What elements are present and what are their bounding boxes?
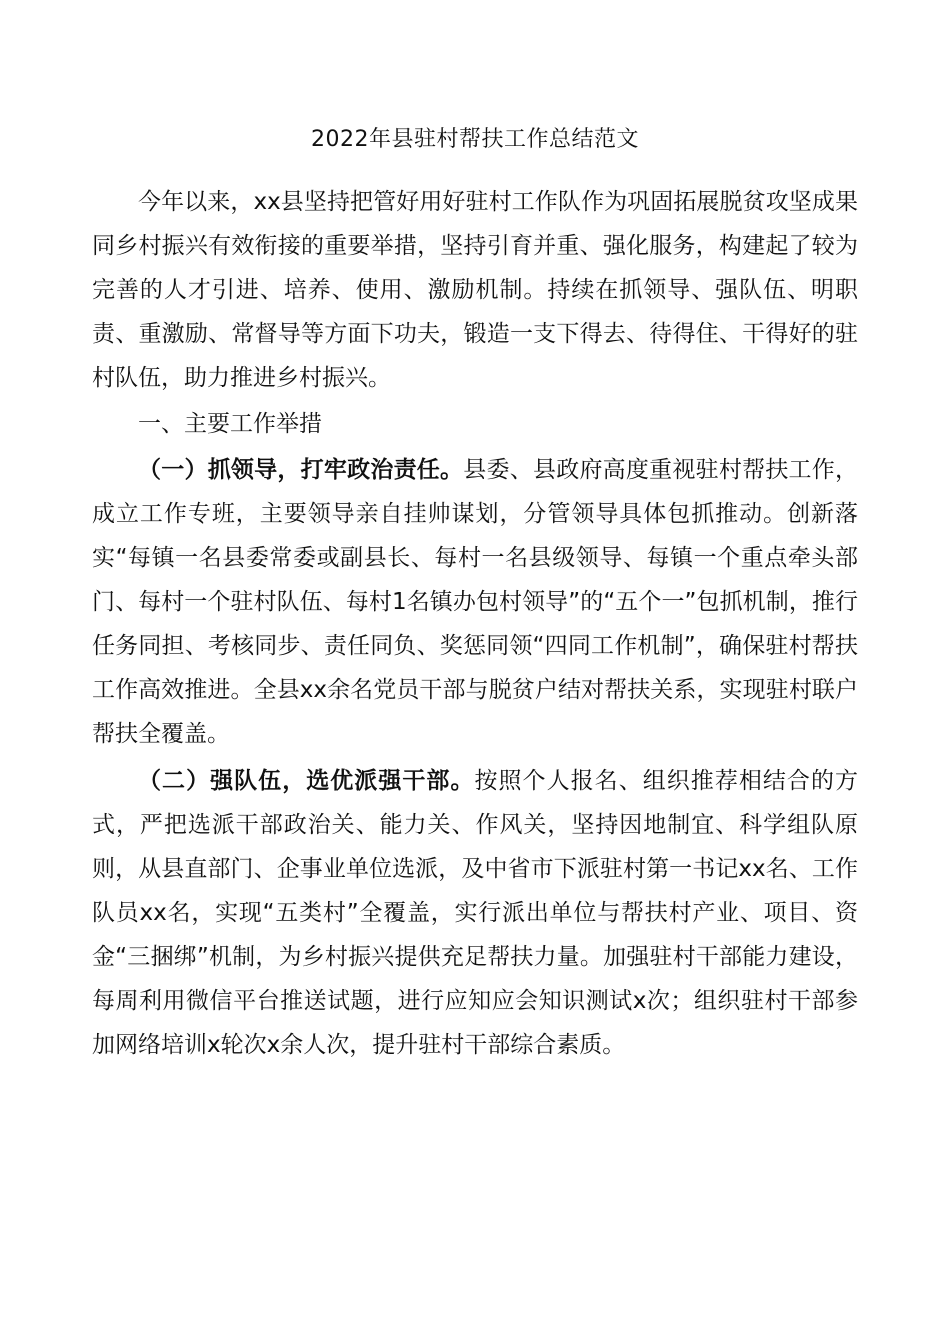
measure-paragraph-1 [92, 448, 858, 756]
intro-paragraph: 今年以来，xx县坚持把管好用好驻村工作队作为巩固拓展脱贫攻坚成果同乡村振兴有效衔接的重要举措，坚持引育并重、强化服务，构建起了较为完善的人才引进、培养、使用、激励机制。持续在抓领导、强队伍、明职责、重激励、常督导等方面下功夫，锻造一支下得去、待得住、干得好的驻村队伍，助力推进乡村振兴。 [92, 189, 858, 391]
measure-1-text: 县委、县政府高度重视驻村帮扶工作，成立工作专班，主要领导亲自挂帅谋划，分管领导具体包抓推动。创新落实“每镇一名县委常委或副县长、每村一名县级领导、每镇一个重点牵头部门、每村一个驻村队伍、每村1名镇办包村领导”的“五个一”包抓机制，推行任务同担、考核同步、责任同负、奖惩同领“四同工作机制”，确保驻村帮扶工作高效推进。全县xx余名党员干部与脱贫户结对帮扶关系，实现驻村联户帮扶全覆盖。 [92, 457, 859, 748]
document-title: 2022年县驻村帮扶工作总结范文 [311, 127, 639, 152]
measure-2-lead: （二）强队伍，选优派强干部。 [138, 767, 475, 794]
measure-paragraph-2 [92, 759, 858, 1067]
measure-1-lead: （一）抓领导，打牢政治责任。 [138, 457, 464, 484]
document-body [92, 180, 858, 1067]
section-heading: 一、主要工作举措 [138, 411, 322, 438]
measure-2-text: 按照个人报名、组织推荐相结合的方式，严把选派干部政治关、能力关、作风关，坚持因地制宜、科学组队原则，从县直部门、企事业单位选派，及中省市下派驻村第一书记xx名、工作队员xx名，实现“五类村”全覆盖，实行派出单位与帮扶村产业、项目、资金“三捆绑”机制，为乡村振兴提供充足帮扶力量。加强驻村干部能力建设，每周利用微信平台推送试题，进行应知应会知识测试x次；组织驻村干部参加网络培训x轮次x余人次，提升驻村干部综合素质。 [92, 767, 859, 1058]
